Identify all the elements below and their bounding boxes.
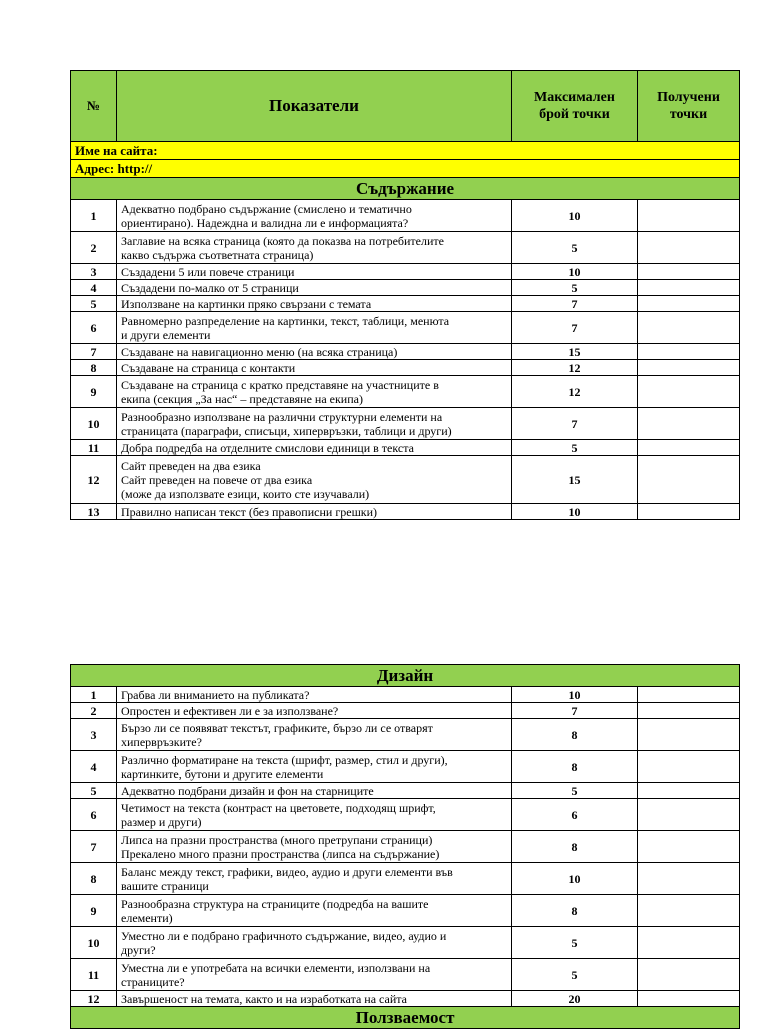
section-row-design: [71, 665, 740, 687]
row-max-points: 5: [512, 959, 638, 991]
row-received-points-cell[interactable]: [638, 783, 740, 799]
row-received-points-cell[interactable]: [638, 863, 740, 895]
row-received-points-cell[interactable]: [638, 751, 740, 783]
row-number: 2: [71, 232, 117, 264]
section-title-usability: Ползваемост: [71, 1007, 740, 1029]
row-indicator: Бързо ли се появяват текстът, графиките, бързо ли се отварят хипервръзките?: [117, 719, 512, 751]
row-received-points-cell[interactable]: [638, 927, 740, 959]
row-received-points-cell[interactable]: [638, 232, 740, 264]
row-indicator: Опростен и ефективен ли е за използване?: [117, 703, 512, 719]
row-received-points-cell[interactable]: [638, 799, 740, 831]
header-received-points: Получени точки: [638, 71, 740, 142]
row-number: 12: [71, 991, 117, 1007]
table-row: [71, 927, 740, 959]
row-max-points: 6: [512, 799, 638, 831]
row-received-points-cell[interactable]: [638, 456, 740, 504]
row-indicator: Сайт преведен на два езика Сайт преведен на повече от два езика (може да използвате езици, които сте изучавали): [117, 456, 512, 504]
header-num: №: [71, 71, 117, 142]
table-row: [71, 360, 740, 376]
row-received-points-cell[interactable]: [638, 504, 740, 520]
row-number: 8: [71, 863, 117, 895]
row-max-points: 7: [512, 296, 638, 312]
section-title-content: Съдържание: [71, 178, 740, 200]
row-number: 7: [71, 344, 117, 360]
row-number: 6: [71, 312, 117, 344]
site-name-row: [71, 142, 740, 160]
row-max-points: 20: [512, 991, 638, 1007]
table-row: [71, 959, 740, 991]
table-row: [71, 264, 740, 280]
row-max-points: 12: [512, 360, 638, 376]
row-received-points-cell[interactable]: [638, 440, 740, 456]
table-row: [71, 200, 740, 232]
section-row-usability: [71, 1007, 740, 1029]
row-received-points-cell[interactable]: [638, 959, 740, 991]
table-row: [71, 280, 740, 296]
row-indicator: Правилно написан текст (без правописни грешки): [117, 504, 512, 520]
row-received-points-cell[interactable]: [638, 344, 740, 360]
row-max-points: 10: [512, 863, 638, 895]
row-number: 8: [71, 360, 117, 376]
row-max-points: 7: [512, 312, 638, 344]
row-indicator: Равномерно разпределение на картинки, текст, таблици, менюта и други елементи: [117, 312, 512, 344]
row-number: 11: [71, 959, 117, 991]
row-number: 4: [71, 751, 117, 783]
row-indicator: Създаване на навигационно меню (на всяка страница): [117, 344, 512, 360]
row-max-points: 8: [512, 831, 638, 863]
row-received-points-cell[interactable]: [638, 895, 740, 927]
row-max-points: 10: [512, 687, 638, 703]
row-max-points: 10: [512, 200, 638, 232]
row-number: 12: [71, 456, 117, 504]
row-received-points-cell[interactable]: [638, 831, 740, 863]
row-indicator: Разнообразно използване на различни структурни елементи на страницата (параграфи, списъци, хипервръзки, таблици и други): [117, 408, 512, 440]
row-number: 4: [71, 280, 117, 296]
row-number: 9: [71, 376, 117, 408]
table-row: [71, 991, 740, 1007]
row-number: 5: [71, 783, 117, 799]
row-indicator: Адекватно подбрано съдържание (смислено и тематично ориентирано). Надеждна и валидна ли е информацията?: [117, 200, 512, 232]
row-indicator: Грабва ли вниманието на публиката?: [117, 687, 512, 703]
table-row: [71, 376, 740, 408]
table-row: [71, 440, 740, 456]
table-row: [71, 863, 740, 895]
row-max-points: 8: [512, 751, 638, 783]
row-max-points: 10: [512, 504, 638, 520]
row-max-points: 15: [512, 344, 638, 360]
row-number: 2: [71, 703, 117, 719]
row-received-points-cell[interactable]: [638, 360, 740, 376]
table-row: [71, 687, 740, 703]
table-row: [71, 783, 740, 799]
row-max-points: 8: [512, 719, 638, 751]
row-indicator: Създадени по-малко от 5 страници: [117, 280, 512, 296]
row-number: 3: [71, 719, 117, 751]
address-row: [71, 160, 740, 178]
table-row: [71, 751, 740, 783]
row-number: 5: [71, 296, 117, 312]
row-max-points: 12: [512, 376, 638, 408]
section-row-content: [71, 178, 740, 200]
header-row: [71, 71, 740, 142]
row-max-points: 5: [512, 783, 638, 799]
row-number: 11: [71, 440, 117, 456]
row-number: 13: [71, 504, 117, 520]
table-row: [71, 312, 740, 344]
row-max-points: 5: [512, 232, 638, 264]
row-max-points: 5: [512, 927, 638, 959]
row-received-points-cell[interactable]: [638, 408, 740, 440]
row-number: 10: [71, 408, 117, 440]
row-received-points-cell[interactable]: [638, 312, 740, 344]
row-indicator: Адекватно подбрани дизайн и фон на старниците: [117, 783, 512, 799]
row-received-points-cell[interactable]: [638, 719, 740, 751]
row-received-points-cell[interactable]: [638, 687, 740, 703]
evaluation-table-design: [70, 664, 740, 1029]
header-indicators: Показатели: [117, 71, 512, 142]
row-max-points: 7: [512, 408, 638, 440]
row-received-points-cell[interactable]: [638, 264, 740, 280]
row-indicator: Добра подредба на отделните смислови единици в текста: [117, 440, 512, 456]
row-indicator: Разнообразна структура на страниците (подредба на вашите елементи): [117, 895, 512, 927]
row-indicator: Създаване на страница с контакти: [117, 360, 512, 376]
table-row: [71, 456, 740, 504]
row-max-points: 7: [512, 703, 638, 719]
table-row: [71, 344, 740, 360]
row-indicator: Завършеност на темата, както и на изработката на сайта: [117, 991, 512, 1007]
row-indicator: Баланс между текст, графики, видео, аудио и други елементи във вашите страници: [117, 863, 512, 895]
row-received-points-cell[interactable]: [638, 280, 740, 296]
row-received-points-cell[interactable]: [638, 991, 740, 1007]
row-indicator: Уместно ли е подбрано графичното съдържание, видео, аудио и други?: [117, 927, 512, 959]
row-indicator: Четимост на текста (контраст на цветовете, подходящ шрифт, размер и други): [117, 799, 512, 831]
site-name-label: Име на сайта:: [71, 142, 740, 160]
row-received-points-cell[interactable]: [638, 200, 740, 232]
row-indicator: Уместна ли е употребата на всички елементи, използвани на страниците?: [117, 959, 512, 991]
row-received-points-cell[interactable]: [638, 376, 740, 408]
row-received-points-cell[interactable]: [638, 296, 740, 312]
row-indicator: Използване на картинки пряко свързани с темата: [117, 296, 512, 312]
row-number: 7: [71, 831, 117, 863]
table-row: [71, 799, 740, 831]
row-number: 9: [71, 895, 117, 927]
header-max-points: Максимален брой точки: [512, 71, 638, 142]
table-row: [71, 408, 740, 440]
section-title-design: Дизайн: [71, 665, 740, 687]
table-row: [71, 504, 740, 520]
row-number: 1: [71, 200, 117, 232]
row-indicator: Създаване на страница с кратко представяне на участниците в екипа (секция „За нас“ – представяне на екипа): [117, 376, 512, 408]
evaluation-table-content: [70, 70, 740, 520]
row-indicator: Заглавие на всяка страница (която да показва на потребителите какво съдържа съответната страница): [117, 232, 512, 264]
row-received-points-cell[interactable]: [638, 703, 740, 719]
row-number: 10: [71, 927, 117, 959]
row-indicator: Липса на празни пространства (много претрупани страници) Прекалено много празни пространства (липса на съдържание): [117, 831, 512, 863]
table-row: [71, 719, 740, 751]
row-number: 3: [71, 264, 117, 280]
row-max-points: 5: [512, 280, 638, 296]
table-row: [71, 703, 740, 719]
table-row: [71, 232, 740, 264]
row-number: 1: [71, 687, 117, 703]
row-indicator: Създадени 5 или повече страници: [117, 264, 512, 280]
row-max-points: 10: [512, 264, 638, 280]
row-number: 6: [71, 799, 117, 831]
row-indicator: Различно форматиране на текста (шрифт, размер, стил и други), картинките, бутони и другите елементи: [117, 751, 512, 783]
row-max-points: 15: [512, 456, 638, 504]
row-max-points: 8: [512, 895, 638, 927]
row-max-points: 5: [512, 440, 638, 456]
address-label: Адрес: http://: [71, 160, 740, 178]
table-row: [71, 895, 740, 927]
table-row: [71, 296, 740, 312]
table-row: [71, 831, 740, 863]
